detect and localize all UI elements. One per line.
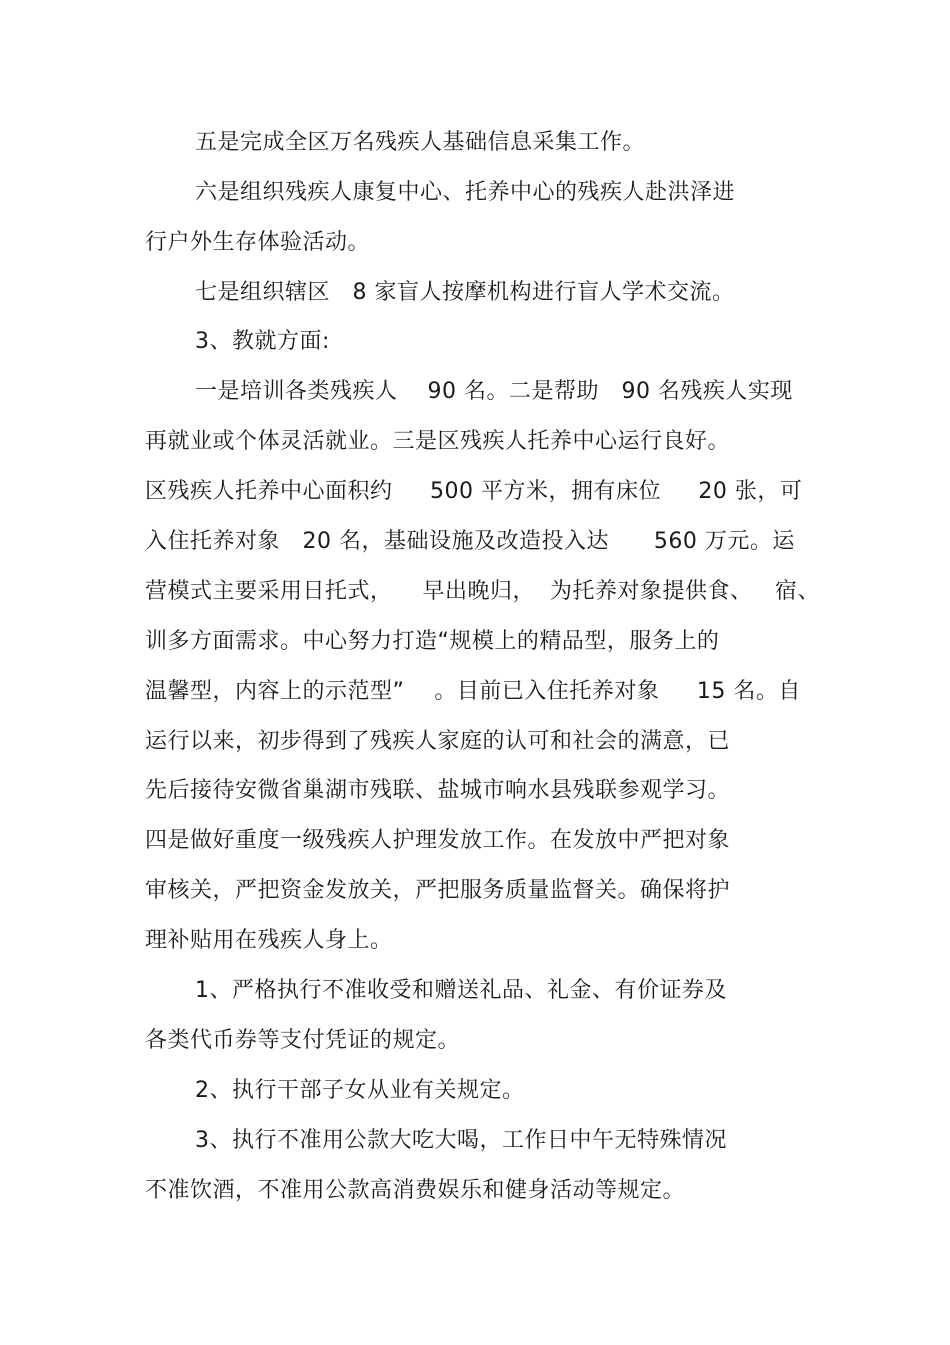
list-item: 1、严格执行不准收受和赠送礼品、礼金、有价证券及: [195, 978, 727, 1003]
paragraph-line: 营模式主要采用日托式， 早出晚归， 为托养对象提供食、 宿、: [145, 579, 820, 604]
paragraph-line: 运行以来，初步得到了残疾人家庭的认可和社会的满意，已: [145, 729, 731, 754]
paragraph-line: 入住托养对象 20 名，基础设施及改造投入达 560 万元。运: [145, 529, 795, 554]
paragraph-line: 先后接待安微省巢湖市残联、盐城市响水县残联参观学习。: [145, 778, 731, 803]
paragraph-line: 四是做好重度一级残疾人护理发放工作。在发放中严把对象: [145, 828, 731, 853]
paragraph-line: 训多方面需求。中心努力打造“规模上的精品型，服务上的: [145, 629, 720, 654]
paragraph-line: 一是培训各类残疾人 90 名。二是帮助 90 名残疾人实现: [195, 379, 793, 404]
paragraph-line: 区残疾人托养中心面积约 500 平方米，拥有床位 20 张，可: [145, 479, 803, 504]
paragraph-line: 审核关，严把资金发放关，严把服务质量监督关。确保将护: [145, 878, 731, 903]
paragraph-line: 理补贴用在残疾人身上。: [145, 928, 393, 953]
list-item-continuation: 各类代币券等支付凭证的规定。: [145, 1028, 461, 1053]
paragraph-line: 行户外生存体验活动。: [145, 230, 371, 255]
paragraph-line: 再就业或个体灵活就业。三是区残疾人托养中心运行良好。: [145, 429, 731, 454]
paragraph-line: 五是完成全区万名残疾人基础信息采集工作。: [195, 130, 646, 155]
list-item-continuation: 不准饮酒，不准用公款高消费娱乐和健身活动等规定。: [145, 1178, 686, 1203]
section-heading: 3、教就方面:: [195, 329, 330, 354]
list-item: 3、执行不准用公款大吃大喝，工作日中午无特殊情况: [195, 1128, 727, 1153]
list-item: 2、执行干部子女从业有关规定。: [195, 1078, 525, 1103]
paragraph-line: 六是组织残疾人康复中心、托养中心的残疾人赴洪泽进: [195, 180, 736, 205]
paragraph-line: 温馨型，内容上的示范型” 。目前已入住托养对象 15 名。自: [145, 679, 801, 704]
paragraph-line: 七是组织辖区 8 家盲人按摩机构进行盲人学术交流。: [195, 280, 735, 305]
